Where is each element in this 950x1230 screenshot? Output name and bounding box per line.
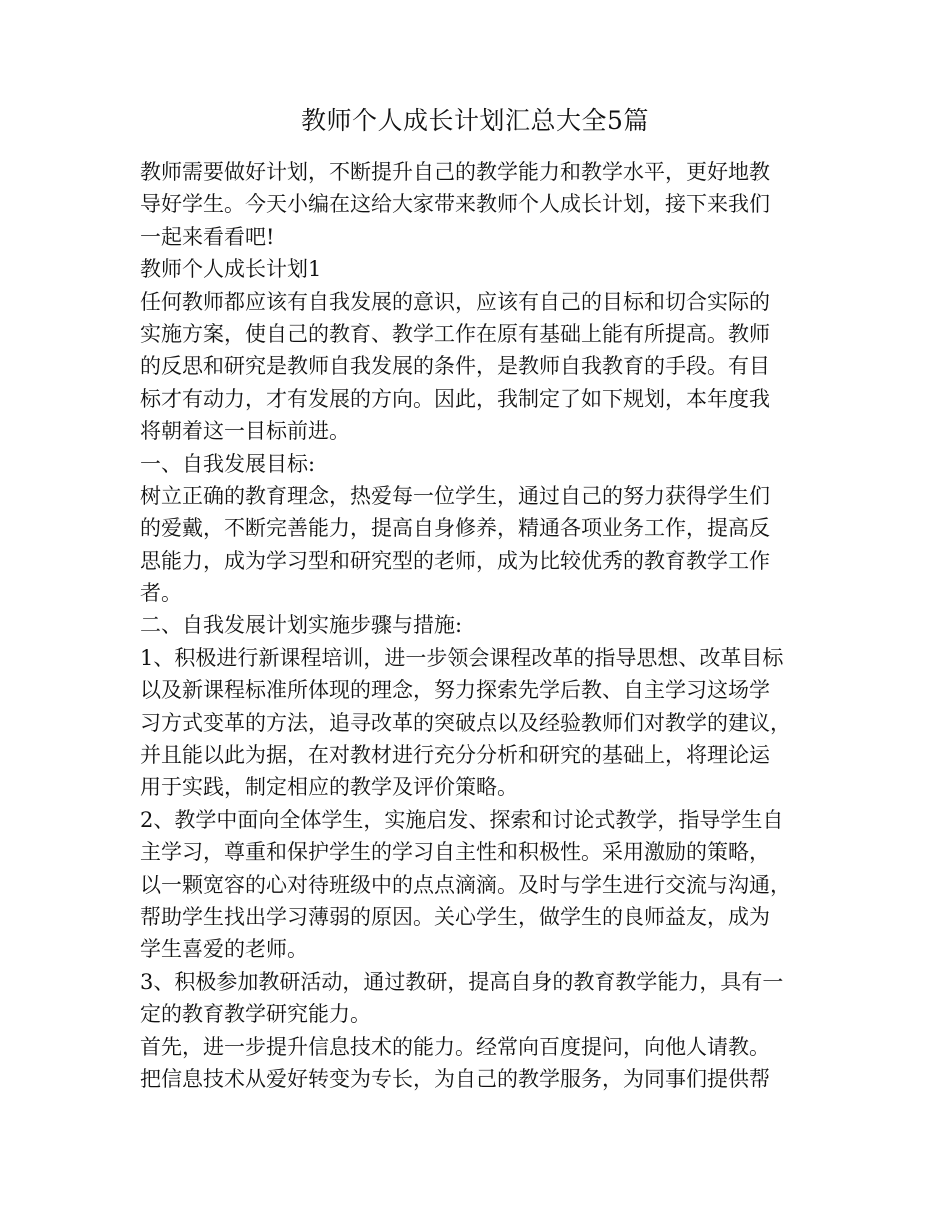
text-line: 帮助学生找出学习薄弱的原因。关心学生，做学生的良师益友，成为	[140, 904, 770, 929]
text-line: 将朝着这一目标前进。	[140, 419, 350, 444]
text-line: 主学习，尊重和保护学生的学习自主性和积极性。采用激励的策略，	[140, 840, 770, 865]
text-line: 1、积极进行新课程培训，进一步领会课程改革的指导思想、改革目标	[140, 645, 784, 670]
section-heading: 教师个人成长计划1	[140, 257, 322, 282]
text-line: 习方式变革的方法，追寻改革的突破点以及经验教师们对教学的建议，	[140, 710, 791, 735]
text-line: 把信息技术从爱好转变为专长，为自己的教学服务，为同事们提供帮	[140, 1066, 770, 1091]
text-line: 以及新课程标准所体现的理念，努力探索先学后教、自主学习这场学	[140, 678, 770, 703]
text-line: 以一颗宽容的心对待班级中的点点滴滴。及时与学生进行交流与沟通，	[140, 872, 791, 897]
text-line: 思能力，成为学习型和研究型的老师，成为比较优秀的教育教学工作	[140, 548, 770, 573]
text-line: 学生喜爱的老师。	[140, 937, 308, 962]
document-body	[140, 156, 840, 1095]
text-line: 的爱戴，不断完善能力，提高自身修养，精通各项业务工作，提高反	[140, 516, 770, 541]
section-heading: 二、自我发展计划实施步骤与措施:	[140, 613, 463, 638]
section-heading: 一、自我发展目标:	[140, 451, 316, 476]
text-line: 2、教学中面向全体学生，实施启发、探索和讨论式教学，指导学生自	[140, 807, 784, 832]
text-line: 教师需要做好计划，不断提升自己的教学能力和教学水平，更好地教	[140, 160, 770, 184]
text-line: 导好学生。今天小编在这给大家带来教师个人成长计划，接下来我们	[140, 192, 770, 217]
text-line: 任何教师都应该有自我发展的意识，应该有自己的目标和切合实际的	[140, 289, 770, 314]
text-line: 用于实践，制定相应的教学及评价策略。	[140, 775, 518, 800]
text-line: 实施方案，使自己的教育、教学工作在原有基础上能有所提高。教师	[140, 321, 770, 346]
text-line: 者。	[140, 581, 182, 606]
text-line: 一起来看看吧!	[140, 224, 275, 249]
text-line: 并且能以此为据，在对教材进行充分分析和研究的基础上，将理论运	[140, 743, 770, 768]
document-title: 教师个人成长计划汇总大全5篇	[301, 106, 649, 135]
text-line: 的反思和研究是教师自我发展的条件，是教师自我教育的手段。有目	[140, 354, 770, 379]
text-line: 首先，进一步提升信息技术的能力。经常向百度提问，向他人请教。	[140, 1034, 770, 1059]
text-line: 树立正确的教育理念，热爱每一位学生，通过自己的努力获得学生们	[140, 483, 770, 508]
text-line: 标才有动力，才有发展的方向。因此，我制定了如下规划，本年度我	[140, 386, 770, 411]
text-line: 3、积极参加教研活动，通过教研，提高自身的教育教学能力，具有一	[140, 969, 784, 994]
text-line: 定的教育教学研究能力。	[140, 1002, 371, 1027]
